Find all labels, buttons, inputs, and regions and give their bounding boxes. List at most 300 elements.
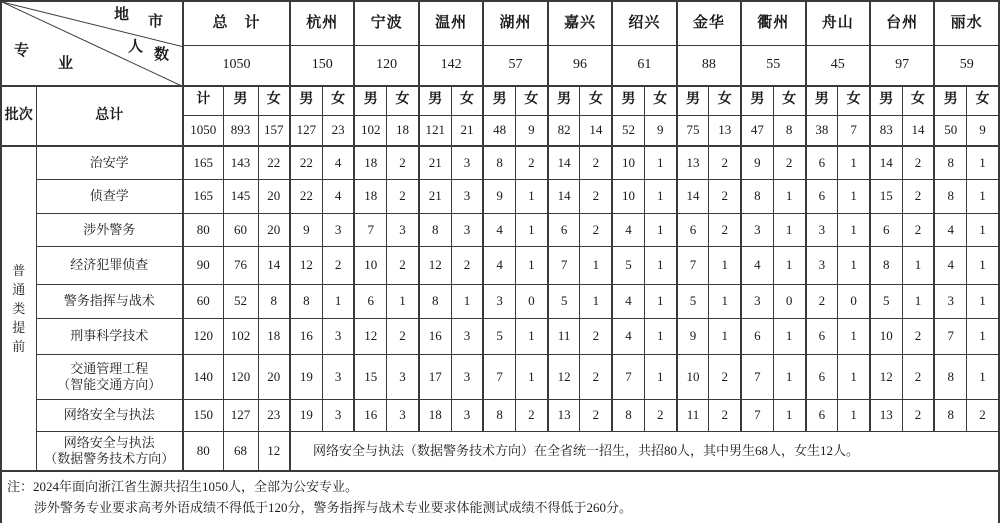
value-cell: 3 — [741, 213, 773, 246]
category-char: 前 — [12, 339, 26, 354]
value-cell: 3 — [387, 399, 419, 431]
value-cell: 2 — [516, 399, 548, 431]
value-cell: 6 — [806, 318, 838, 354]
city-count: 61 — [612, 45, 676, 86]
value-cell: 8 — [934, 399, 966, 431]
merged-note-cell: 网络安全与执法（数据警务技术方向）在全省统一招生，共招80人，其中男生68人，女生12人。 — [290, 431, 999, 471]
corner-label-city-1: 地 — [114, 7, 130, 23]
batch-header: 批次 — [1, 86, 36, 146]
col-header: 女 — [387, 86, 419, 115]
value-cell: 150 — [183, 399, 223, 431]
value-cell: 11 — [548, 318, 580, 354]
total-value-cell: 50 — [934, 115, 966, 146]
value-cell: 22 — [290, 179, 322, 213]
total-header: 总 计 — [183, 1, 290, 45]
value-cell: 6 — [741, 318, 773, 354]
city-header: 嘉兴 — [548, 1, 612, 45]
value-cell: 1 — [644, 246, 676, 284]
col-header: 男 — [223, 86, 258, 115]
category-char: 提 — [12, 320, 26, 335]
value-cell: 1 — [580, 246, 612, 284]
value-cell: 18 — [258, 318, 290, 354]
value-cell: 6 — [677, 213, 709, 246]
value-cell: 1 — [967, 354, 999, 399]
value-cell: 22 — [258, 146, 290, 179]
city-count: 96 — [548, 45, 612, 86]
value-cell: 3 — [934, 284, 966, 318]
value-cell: 12 — [290, 246, 322, 284]
value-cell: 9 — [483, 179, 515, 213]
total-value-cell: 52 — [612, 115, 644, 146]
value-cell: 4 — [612, 318, 644, 354]
value-cell: 4 — [483, 246, 515, 284]
total-value-cell: 127 — [290, 115, 322, 146]
col-header: 男 — [741, 86, 773, 115]
value-cell: 7 — [483, 354, 515, 399]
value-cell: 4 — [322, 179, 354, 213]
corner-label-count-1: 人 — [128, 39, 144, 55]
value-cell: 6 — [354, 284, 386, 318]
note-prefix: 注： — [7, 479, 34, 494]
value-cell: 165 — [183, 179, 223, 213]
city-header: 湖州 — [483, 1, 547, 45]
city-count: 120 — [354, 45, 418, 86]
value-cell: 13 — [677, 146, 709, 179]
value-cell: 2 — [773, 146, 805, 179]
value-cell: 8 — [870, 246, 902, 284]
value-cell: 12 — [258, 431, 290, 471]
value-cell: 7 — [741, 399, 773, 431]
value-cell: 1 — [387, 284, 419, 318]
row-label-line-2: （智能交通方向） — [57, 376, 162, 392]
value-cell: 1 — [773, 213, 805, 246]
value-cell: 9 — [677, 318, 709, 354]
value-cell: 23 — [258, 399, 290, 431]
total-value-cell: 14 — [902, 115, 934, 146]
city-header: 衢州 — [741, 1, 805, 45]
row-label-line-1: 涉外警务 — [83, 221, 136, 237]
value-cell: 1 — [644, 213, 676, 246]
value-cell: 8 — [741, 179, 773, 213]
value-cell: 1 — [838, 318, 870, 354]
value-cell: 16 — [419, 318, 451, 354]
corner-cell — [1, 1, 183, 86]
value-cell: 2 — [387, 179, 419, 213]
value-cell: 12 — [354, 318, 386, 354]
value-cell: 1 — [580, 284, 612, 318]
value-cell: 4 — [612, 213, 644, 246]
row-label — [36, 246, 183, 284]
value-cell: 1 — [516, 246, 548, 284]
total-value-cell: 48 — [483, 115, 515, 146]
value-cell: 1 — [838, 246, 870, 284]
city-count: 55 — [741, 45, 805, 86]
city-header: 温州 — [419, 1, 483, 45]
value-cell: 10 — [677, 354, 709, 399]
value-cell: 2 — [902, 179, 934, 213]
value-cell: 8 — [483, 146, 515, 179]
corner-label-major-1: 专 — [14, 43, 30, 59]
value-cell: 6 — [806, 179, 838, 213]
value-cell: 6 — [806, 399, 838, 431]
value-cell: 1 — [967, 213, 999, 246]
note-line-1 — [7, 476, 992, 497]
category-label — [1, 146, 36, 471]
value-cell: 7 — [354, 213, 386, 246]
value-cell: 7 — [548, 246, 580, 284]
value-cell: 21 — [419, 179, 451, 213]
value-cell: 8 — [419, 213, 451, 246]
note-text-2: 涉外警务专业要求高考外语成绩不得低于120分，警务指挥与战术专业要求体能测试成绩不得低于260分。 — [34, 500, 633, 515]
value-cell: 3 — [322, 213, 354, 246]
value-cell: 80 — [183, 431, 223, 471]
row-label — [36, 431, 183, 471]
value-cell: 145 — [223, 179, 258, 213]
value-cell: 5 — [612, 246, 644, 284]
value-cell: 8 — [934, 354, 966, 399]
row-label — [36, 213, 183, 246]
col-header: 女 — [516, 86, 548, 115]
value-cell: 1 — [902, 284, 934, 318]
corner-label-city-2: 市 — [148, 14, 164, 30]
row-label-line-1: 网络安全与执法 — [63, 407, 155, 422]
value-cell: 2 — [580, 179, 612, 213]
value-cell: 20 — [258, 179, 290, 213]
col-header: 男 — [870, 86, 902, 115]
total-value-cell: 9 — [967, 115, 999, 146]
total-value-cell: 23 — [322, 115, 354, 146]
value-cell: 2 — [902, 354, 934, 399]
row-label-line-1: 治安学 — [89, 154, 129, 170]
total-value-cell: 121 — [419, 115, 451, 146]
city-header: 台州 — [870, 1, 934, 45]
value-cell: 1 — [773, 179, 805, 213]
col-header: 女 — [451, 86, 483, 115]
value-cell: 2 — [709, 179, 741, 213]
value-cell: 2 — [709, 354, 741, 399]
corner-label-count-2: 数 — [154, 47, 170, 63]
row-label — [36, 399, 183, 431]
value-cell: 1 — [644, 354, 676, 399]
total-value-cell: 13 — [709, 115, 741, 146]
value-cell: 5 — [483, 318, 515, 354]
value-cell: 13 — [548, 399, 580, 431]
col-header: 女 — [967, 86, 999, 115]
value-cell: 60 — [223, 213, 258, 246]
value-cell: 2 — [902, 213, 934, 246]
total-value-cell: 75 — [677, 115, 709, 146]
col-header: 男 — [612, 86, 644, 115]
value-cell: 2 — [451, 246, 483, 284]
value-cell: 1 — [967, 246, 999, 284]
value-cell: 1 — [773, 354, 805, 399]
value-cell: 2 — [387, 318, 419, 354]
value-cell: 60 — [183, 284, 223, 318]
col-header: 女 — [902, 86, 934, 115]
value-cell: 2 — [902, 146, 934, 179]
value-cell: 2 — [709, 213, 741, 246]
value-cell: 2 — [322, 246, 354, 284]
col-header: 男 — [354, 86, 386, 115]
value-cell: 52 — [223, 284, 258, 318]
value-cell: 1 — [709, 318, 741, 354]
row-label-line-2: （数据警务技术方向） — [44, 450, 175, 466]
value-cell: 17 — [419, 354, 451, 399]
value-cell: 8 — [483, 399, 515, 431]
value-cell: 4 — [612, 284, 644, 318]
city-header: 丽水 — [934, 1, 999, 45]
value-cell: 15 — [354, 354, 386, 399]
total-value-cell: 1050 — [183, 115, 223, 146]
value-cell: 1 — [838, 354, 870, 399]
value-cell: 1 — [838, 399, 870, 431]
total-value-cell: 83 — [870, 115, 902, 146]
col-header: 男 — [548, 86, 580, 115]
col-header: 女 — [709, 86, 741, 115]
value-cell: 18 — [354, 146, 386, 179]
row-label-line-1: 交通管理工程 — [70, 360, 149, 376]
value-cell: 4 — [322, 146, 354, 179]
city-count: 59 — [934, 45, 999, 86]
value-cell: 102 — [223, 318, 258, 354]
value-cell: 14 — [258, 246, 290, 284]
value-cell: 3 — [322, 318, 354, 354]
value-cell: 143 — [223, 146, 258, 179]
value-cell: 3 — [387, 354, 419, 399]
value-cell: 20 — [258, 213, 290, 246]
col-header: 男 — [934, 86, 966, 115]
value-cell: 1 — [967, 146, 999, 179]
value-cell: 8 — [934, 179, 966, 213]
col-header: 女 — [644, 86, 676, 115]
value-cell: 12 — [870, 354, 902, 399]
total-value-cell: 38 — [806, 115, 838, 146]
value-cell: 3 — [483, 284, 515, 318]
corner-label-major-2: 业 — [58, 56, 74, 72]
col-header: 男 — [419, 86, 451, 115]
value-cell: 1 — [516, 179, 548, 213]
total-value-cell: 14 — [580, 115, 612, 146]
total-value-cell: 102 — [354, 115, 386, 146]
value-cell: 15 — [870, 179, 902, 213]
value-cell: 2 — [580, 213, 612, 246]
city-header: 舟山 — [806, 1, 870, 45]
col-header: 女 — [838, 86, 870, 115]
value-cell: 1 — [322, 284, 354, 318]
value-cell: 140 — [183, 354, 223, 399]
value-cell: 2 — [967, 399, 999, 431]
value-cell: 16 — [354, 399, 386, 431]
value-cell: 3 — [387, 213, 419, 246]
value-cell: 0 — [838, 284, 870, 318]
value-cell: 21 — [419, 146, 451, 179]
value-cell: 5 — [870, 284, 902, 318]
value-cell: 2 — [580, 354, 612, 399]
city-count: 88 — [677, 45, 741, 86]
value-cell: 2 — [806, 284, 838, 318]
total-count: 1050 — [183, 45, 290, 86]
value-cell: 13 — [870, 399, 902, 431]
total-value-cell: 47 — [741, 115, 773, 146]
total-value-cell: 18 — [387, 115, 419, 146]
total-value-cell: 893 — [223, 115, 258, 146]
value-cell: 1 — [773, 318, 805, 354]
value-cell: 2 — [902, 399, 934, 431]
category-char: 普 — [12, 263, 26, 278]
value-cell: 18 — [419, 399, 451, 431]
value-cell: 16 — [290, 318, 322, 354]
value-cell: 68 — [223, 431, 258, 471]
value-cell: 6 — [870, 213, 902, 246]
value-cell: 1 — [773, 399, 805, 431]
value-cell: 6 — [548, 213, 580, 246]
total-value-cell: 82 — [548, 115, 580, 146]
col-header: 女 — [580, 86, 612, 115]
total-row-label: 总计 — [36, 86, 183, 146]
value-cell: 2 — [709, 146, 741, 179]
value-cell: 14 — [548, 146, 580, 179]
col-header: 女 — [258, 86, 290, 115]
value-cell: 1 — [644, 146, 676, 179]
city-count: 97 — [870, 45, 934, 86]
value-cell: 1 — [709, 284, 741, 318]
total-value-cell: 9 — [644, 115, 676, 146]
note-line-2 — [7, 497, 992, 518]
value-cell: 2 — [580, 318, 612, 354]
value-cell: 3 — [806, 246, 838, 284]
col-header: 男 — [806, 86, 838, 115]
value-cell: 19 — [290, 399, 322, 431]
value-cell: 10 — [870, 318, 902, 354]
value-cell: 3 — [451, 179, 483, 213]
value-cell: 1 — [644, 284, 676, 318]
value-cell: 1 — [967, 318, 999, 354]
value-cell: 2 — [709, 399, 741, 431]
value-cell: 1 — [967, 284, 999, 318]
value-cell: 3 — [451, 399, 483, 431]
city-count: 45 — [806, 45, 870, 86]
row-label-line-1: 网络安全与执法 — [63, 434, 155, 450]
value-cell: 20 — [258, 354, 290, 399]
category-char: 类 — [12, 301, 26, 316]
value-cell: 9 — [741, 146, 773, 179]
value-cell: 0 — [773, 284, 805, 318]
value-cell: 7 — [934, 318, 966, 354]
value-cell: 3 — [451, 354, 483, 399]
row-label-line-1: 警务指挥与战术 — [63, 293, 155, 308]
value-cell: 18 — [354, 179, 386, 213]
value-cell: 1 — [838, 179, 870, 213]
city-header: 金华 — [677, 1, 741, 45]
value-cell: 5 — [677, 284, 709, 318]
value-cell: 14 — [870, 146, 902, 179]
value-cell: 10 — [612, 179, 644, 213]
value-cell: 5 — [548, 284, 580, 318]
value-cell: 3 — [451, 213, 483, 246]
value-cell: 6 — [806, 354, 838, 399]
value-cell: 9 — [290, 213, 322, 246]
city-header: 绍兴 — [612, 1, 676, 45]
value-cell: 0 — [516, 284, 548, 318]
row-label — [36, 318, 183, 354]
total-value-cell: 9 — [516, 115, 548, 146]
value-cell: 90 — [183, 246, 223, 284]
value-cell: 8 — [258, 284, 290, 318]
value-cell: 1 — [451, 284, 483, 318]
total-value-cell: 157 — [258, 115, 290, 146]
col-header: 男 — [483, 86, 515, 115]
value-cell: 4 — [483, 213, 515, 246]
value-cell: 1 — [902, 246, 934, 284]
value-cell: 2 — [580, 146, 612, 179]
value-cell: 1 — [838, 146, 870, 179]
value-cell: 4 — [934, 246, 966, 284]
notes — [0, 472, 1000, 523]
row-label-line-1: 经济犯罪侦查 — [70, 257, 149, 272]
value-cell: 2 — [644, 399, 676, 431]
value-cell: 2 — [387, 146, 419, 179]
total-value-cell: 7 — [838, 115, 870, 146]
value-cell: 6 — [806, 146, 838, 179]
value-cell: 4 — [741, 246, 773, 284]
category-char: 通 — [12, 282, 26, 297]
value-cell: 1 — [644, 179, 676, 213]
row-label — [36, 284, 183, 318]
value-cell: 7 — [612, 354, 644, 399]
value-cell: 120 — [183, 318, 223, 354]
value-cell: 1 — [516, 318, 548, 354]
row-label — [36, 146, 183, 179]
value-cell: 3 — [451, 146, 483, 179]
city-count: 57 — [483, 45, 547, 86]
value-cell: 3 — [806, 213, 838, 246]
value-cell: 127 — [223, 399, 258, 431]
value-cell: 14 — [548, 179, 580, 213]
value-cell: 7 — [677, 246, 709, 284]
value-cell: 8 — [419, 284, 451, 318]
value-cell: 1 — [838, 213, 870, 246]
value-cell: 1 — [644, 318, 676, 354]
row-label-line-1: 侦查学 — [89, 188, 129, 203]
city-header: 杭州 — [290, 1, 354, 45]
city-header: 宁波 — [354, 1, 418, 45]
city-count: 142 — [419, 45, 483, 86]
col-header: 女 — [773, 86, 805, 115]
row-label — [36, 179, 183, 213]
value-cell: 2 — [387, 246, 419, 284]
value-cell: 3 — [451, 318, 483, 354]
value-cell: 120 — [223, 354, 258, 399]
col-header: 男 — [677, 86, 709, 115]
value-cell: 1 — [516, 213, 548, 246]
value-cell: 22 — [290, 146, 322, 179]
value-cell: 1 — [773, 246, 805, 284]
value-cell: 3 — [322, 354, 354, 399]
value-cell: 8 — [934, 146, 966, 179]
value-cell: 1 — [967, 179, 999, 213]
value-cell: 10 — [612, 146, 644, 179]
value-cell: 19 — [290, 354, 322, 399]
value-cell: 11 — [677, 399, 709, 431]
city-count: 150 — [290, 45, 354, 86]
value-cell: 3 — [322, 399, 354, 431]
row-label-line-1: 刑事科学技术 — [70, 328, 149, 343]
col-header: 计 — [183, 86, 223, 115]
value-cell: 8 — [290, 284, 322, 318]
value-cell: 1 — [709, 246, 741, 284]
value-cell: 7 — [741, 354, 773, 399]
value-cell: 1 — [516, 354, 548, 399]
